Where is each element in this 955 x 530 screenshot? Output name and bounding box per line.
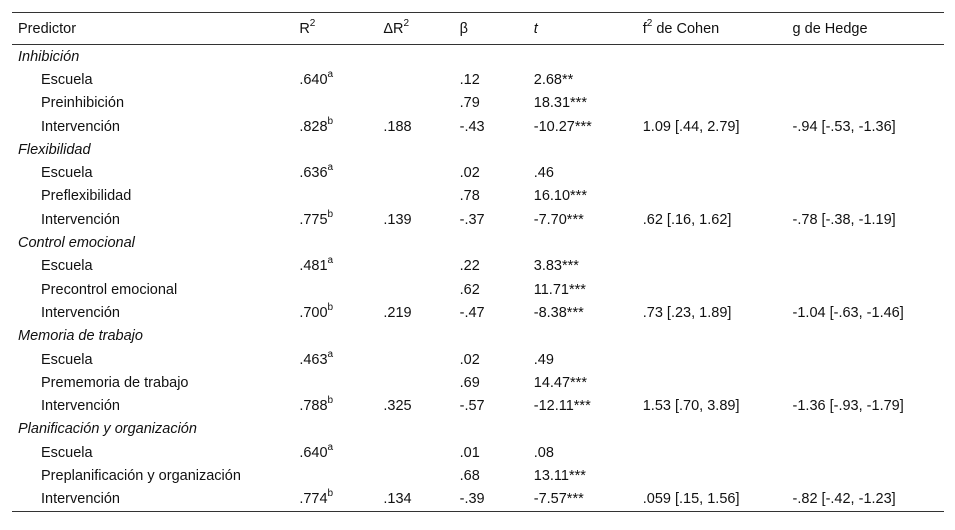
f2-header-letter: f <box>642 20 647 37</box>
t-cell: -7.70*** <box>533 211 584 228</box>
group-row <box>12 325 944 348</box>
col-header-delta-r2 <box>377 13 453 45</box>
g-hedge-cell: -1.36 [-.93, -1.79] <box>792 398 904 415</box>
t-cell: 3.83*** <box>533 258 579 275</box>
f2-cohen-cell <box>637 441 787 464</box>
group-label: Control emocional <box>18 235 135 252</box>
g-hedge-cell <box>787 371 944 394</box>
beta-header-text: β <box>459 20 468 37</box>
r2-value: .640 <box>299 444 328 461</box>
table-row <box>12 185 944 208</box>
table-row <box>12 115 944 138</box>
table-row <box>12 92 944 115</box>
table-row <box>12 348 944 371</box>
f2-cohen-cell <box>637 278 787 301</box>
t-cell: .08 <box>533 444 554 461</box>
r2-cell <box>293 208 377 231</box>
f2-header-sup: 2 <box>646 17 653 29</box>
t-header-text: t <box>533 20 538 37</box>
r2-cell <box>293 185 377 208</box>
f2-cohen-cell: .62 [.16, 1.62] <box>642 211 732 228</box>
table-row <box>12 371 944 394</box>
table-row <box>12 68 944 91</box>
r2-header-text: R <box>299 20 310 37</box>
r2-value: .640 <box>299 71 328 88</box>
g-hedge-cell <box>787 348 944 371</box>
r2-footnote-marker: a <box>327 162 334 174</box>
beta-cell: .22 <box>459 258 480 275</box>
t-cell: .46 <box>533 165 554 182</box>
predictor-cell: Intervención <box>12 488 293 512</box>
delta-r2-cell <box>377 464 453 487</box>
table-row <box>12 394 944 417</box>
delta-r2-header-sup: 2 <box>403 17 410 29</box>
table-row <box>12 488 944 512</box>
predictor-cell: Preinhibición <box>41 95 125 112</box>
group-row <box>12 138 944 161</box>
t-cell: -8.38*** <box>533 304 584 321</box>
r2-footnote-marker: a <box>327 348 334 360</box>
f2-cohen-cell: .059 [.15, 1.56] <box>637 488 787 512</box>
delta-r2-cell: .325 <box>383 398 412 415</box>
r2-value: .481 <box>299 258 328 275</box>
table-row <box>12 441 944 464</box>
beta-cell: .62 <box>459 281 480 298</box>
group-label: Inhibición <box>18 48 80 65</box>
col-header-r2 <box>293 13 377 45</box>
beta-cell: .68 <box>459 467 480 484</box>
predictor-cell: Escuela <box>41 258 93 275</box>
r2-value: .636 <box>299 165 328 182</box>
g-hedge-cell <box>787 185 944 208</box>
r2-footnote-marker: b <box>327 302 334 314</box>
table-row <box>12 161 944 184</box>
delta-r2-header-text: ΔR <box>383 20 404 37</box>
table-row <box>12 255 944 278</box>
beta-cell: -.43 <box>459 118 485 135</box>
t-cell: -7.57*** <box>528 488 637 512</box>
t-cell: 14.47*** <box>533 374 587 391</box>
col-header-predictor-text: Predictor <box>18 20 77 37</box>
table-row <box>12 464 944 487</box>
group-row <box>12 45 944 69</box>
beta-cell: -.47 <box>459 304 485 321</box>
table-body <box>12 45 944 512</box>
g-hedge-cell <box>787 92 944 115</box>
t-cell: 16.10*** <box>533 188 587 205</box>
group-row <box>12 231 944 254</box>
f2-cohen-cell <box>637 161 787 184</box>
beta-cell: .02 <box>459 351 480 368</box>
r2-cell <box>293 488 377 512</box>
g-hedge-cell <box>787 464 944 487</box>
r2-footnote-marker: a <box>327 255 334 267</box>
table-row <box>12 301 944 324</box>
group-label: Flexibilidad <box>18 141 91 158</box>
r2-footnote-marker: a <box>327 441 334 453</box>
table-row <box>12 208 944 231</box>
beta-cell: .69 <box>459 374 480 391</box>
table-header <box>12 13 944 45</box>
r2-footnote-marker: a <box>327 69 334 81</box>
r2-cell <box>293 464 377 487</box>
f2-cohen-cell <box>637 92 787 115</box>
delta-r2-cell: .139 <box>383 211 412 228</box>
group-label: Memoria de trabajo <box>18 328 143 345</box>
predictor-cell: Intervención <box>41 211 120 228</box>
g-hedge-cell <box>787 278 944 301</box>
r2-cell <box>293 348 377 371</box>
r2-cell <box>293 371 377 394</box>
g-hedge-cell: -.78 [-.38, -1.19] <box>792 211 896 228</box>
f2-cohen-cell <box>637 68 787 91</box>
g-header-text: g de Hedge <box>792 20 868 37</box>
predictor-cell: Intervención <box>41 118 120 135</box>
r2-cell <box>293 115 377 138</box>
predictor-cell: Escuela <box>41 71 93 88</box>
beta-cell: -.39 <box>454 488 528 512</box>
predictor-cell: Escuela <box>41 351 93 368</box>
t-cell: 11.71*** <box>533 281 586 298</box>
delta-r2-cell <box>377 278 453 301</box>
predictor-cell: Intervención <box>41 398 120 415</box>
delta-r2-cell <box>377 255 453 278</box>
predictor-cell: Precontrol emocional <box>41 281 178 298</box>
f2-header-text: de Cohen <box>652 20 720 37</box>
r2-footnote-marker: b <box>327 488 334 500</box>
r2-value: .775 <box>299 211 328 228</box>
r2-footnote-marker: b <box>327 208 334 220</box>
beta-cell: .01 <box>459 444 480 461</box>
delta-r2-cell <box>377 161 453 184</box>
delta-r2-cell <box>377 68 453 91</box>
r2-value: .788 <box>299 398 328 415</box>
g-hedge-cell: -1.04 [-.63, -1.46] <box>792 304 904 321</box>
delta-r2-cell <box>377 371 453 394</box>
r2-cell <box>293 394 377 417</box>
predictor-cell: Escuela <box>41 444 93 461</box>
regression-table-container <box>12 12 944 512</box>
delta-r2-cell <box>377 185 453 208</box>
predictor-cell: Preplanificación y organización <box>41 467 241 484</box>
f2-cohen-cell: .73 [.23, 1.89] <box>642 304 732 321</box>
beta-cell: .02 <box>459 165 480 182</box>
f2-cohen-cell <box>637 348 787 371</box>
t-cell: 13.11*** <box>533 467 586 484</box>
group-row <box>12 418 944 441</box>
g-hedge-cell <box>787 68 944 91</box>
beta-cell: .12 <box>459 71 480 88</box>
t-cell: -10.27*** <box>533 118 592 135</box>
g-hedge-cell <box>787 161 944 184</box>
delta-r2-cell <box>377 441 453 464</box>
col-header-predictor <box>12 13 293 45</box>
r2-header-sup: 2 <box>309 17 316 29</box>
delta-r2-cell <box>377 92 453 115</box>
f2-cohen-cell <box>637 185 787 208</box>
delta-r2-cell: .134 <box>377 488 453 512</box>
f2-cohen-cell <box>637 464 787 487</box>
f2-cohen-cell: 1.09 [.44, 2.79] <box>642 118 740 135</box>
r2-cell <box>293 68 377 91</box>
col-header-t <box>528 13 637 45</box>
r2-cell <box>293 278 377 301</box>
predictor-cell: Escuela <box>41 165 93 182</box>
beta-cell: .79 <box>459 95 480 112</box>
f2-cohen-cell <box>637 255 787 278</box>
regression-table <box>12 12 944 512</box>
f2-cohen-cell <box>637 371 787 394</box>
r2-value: .463 <box>299 351 328 368</box>
header-row <box>12 13 944 45</box>
r2-cell <box>293 255 377 278</box>
t-cell: -12.11*** <box>533 398 591 415</box>
delta-r2-cell <box>377 348 453 371</box>
predictor-cell: Intervención <box>41 304 120 321</box>
g-hedge-cell: -.94 [-.53, -1.36] <box>792 118 896 135</box>
g-hedge-cell <box>787 255 944 278</box>
g-hedge-cell <box>787 441 944 464</box>
r2-value: .828 <box>299 118 328 135</box>
table-row <box>12 278 944 301</box>
beta-cell: .78 <box>459 188 480 205</box>
delta-r2-cell: .219 <box>383 304 412 321</box>
r2-cell <box>293 92 377 115</box>
r2-footnote-marker: b <box>327 115 334 127</box>
delta-r2-cell: .188 <box>383 118 412 135</box>
g-hedge-cell: -.82 [-.42, -1.23] <box>787 488 944 512</box>
t-cell: 18.31*** <box>533 95 587 112</box>
col-header-beta <box>454 13 528 45</box>
col-header-f2-cohen <box>637 13 787 45</box>
r2-footnote-marker: b <box>327 395 334 407</box>
col-header-g-hedge <box>787 13 944 45</box>
predictor-cell: Preflexibilidad <box>41 188 132 205</box>
t-cell: 2.68** <box>533 71 574 88</box>
beta-cell: -.37 <box>459 211 485 228</box>
f2-cohen-cell: 1.53 [.70, 3.89] <box>642 398 740 415</box>
r2-cell <box>293 441 377 464</box>
predictor-cell: Prememoria de trabajo <box>41 374 189 391</box>
r2-cell <box>293 161 377 184</box>
t-cell: .49 <box>533 351 554 368</box>
r2-value: .774 <box>299 491 328 508</box>
r2-cell <box>293 301 377 324</box>
beta-cell: -.57 <box>459 398 485 415</box>
r2-value: .700 <box>299 304 328 321</box>
group-label: Planificación y organización <box>18 421 197 438</box>
